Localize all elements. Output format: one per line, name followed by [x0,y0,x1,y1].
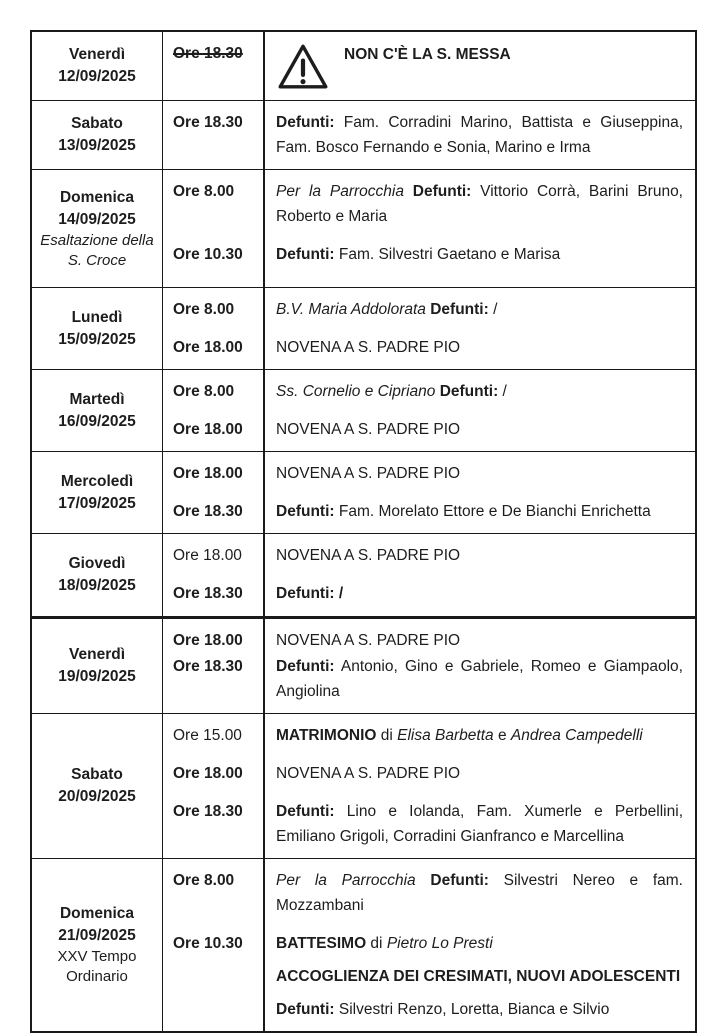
time-label: Ore 18.30 [173,45,243,62]
content-cell [263,581,695,606]
text-segment: MATRIMONIO [276,727,377,744]
time-label: Ore 8.00 [173,301,235,318]
entries-cell [163,101,695,169]
time-label: Ore 18.00 [173,765,243,782]
entries-cell [163,32,695,100]
text-segment: NOVENA A S. PADRE PIO [276,632,461,649]
entry-text [276,723,683,748]
text-segment: Fam. Morelato Ettore e De Bianchi Enrichetta [334,503,651,520]
text-segment: Silvestri Nereo e fam. Mozzambani [276,872,683,914]
content-cell [263,654,695,704]
content-cell [263,723,695,748]
schedule-entry [163,868,695,918]
schedule-entry [163,335,695,360]
text-segment: Defunti: [276,503,335,520]
time-label: Ore 15.00 [173,727,242,744]
time-cell [163,799,263,849]
entry-text [276,297,683,322]
content-cell [263,41,695,91]
time-label: Ore 10.30 [173,935,243,952]
time-label: Ore 8.00 [173,183,235,200]
entry-text [276,335,683,360]
time-cell [163,723,263,748]
time-label: Ore 18.30 [173,803,243,820]
content-cell [263,417,695,442]
entry-text-block [276,543,683,568]
entry-text-block [276,499,683,524]
entry-text [344,42,511,67]
schedule-table [30,30,697,1033]
table-row [32,32,695,100]
content-cell [263,379,695,404]
entry-text [276,628,683,653]
entry-text-block [276,110,683,160]
day-note: XXV Tempo Ordinario [57,948,137,985]
entry-text-block [276,461,683,486]
time-label: Ore 18.30 [173,658,243,675]
schedule-entry [163,931,695,1022]
content-cell [263,110,695,160]
text-segment: Defunti: [276,1001,335,1018]
text-segment: di [366,935,387,952]
text-segment: Defunti: [430,301,489,318]
entries-cell [163,370,695,451]
text-segment: Defunti: / [276,585,344,602]
schedule-entry [163,723,695,748]
day-label: 16/09/2025 [58,412,136,430]
text-segment: Defunti: [412,183,472,200]
content-cell [263,543,695,568]
entry-text-block [276,417,683,442]
schedule-entry [163,799,695,849]
entry-text [276,242,683,267]
schedule-entry [163,110,695,160]
text-segment: Silvestri Renzo, Loretta, Bianca e Silvio [334,1001,610,1018]
entry-text [276,761,683,786]
content-cell [263,499,695,524]
content-cell [263,335,695,360]
text-segment: NOVENA A S. PADRE PIO [276,339,461,356]
entry-text-block [276,761,683,786]
entry-text-block [276,335,683,360]
table-row [32,713,695,858]
day-label: Venerdì [69,646,125,663]
table-row [32,533,695,616]
schedule-entry [163,297,695,322]
day-label: Mercoledì [60,472,134,490]
schedule-entry [163,543,695,568]
schedule-entry [163,461,695,486]
schedule-entry [163,581,695,606]
text-segment: Antonio, Gino e Gabriele, Romeo e Giampaolo, Angiolina [276,658,683,700]
text-segment: NOVENA A S. PADRE PIO [276,547,461,564]
day-label: Lunedì [71,308,123,326]
entry-text [276,931,683,956]
content-cell [263,931,695,1022]
time-cell [163,543,263,568]
time-cell [163,499,263,524]
time-cell [163,41,263,91]
time-cell [163,417,263,442]
entry-text [276,461,683,486]
day-cell [32,101,163,169]
time-label: Ore 18.00 [173,421,243,438]
schedule-entry [163,417,695,442]
time-cell [163,461,263,486]
entry-text-block [344,41,511,67]
time-cell [163,761,263,786]
time-cell [163,931,263,1022]
content-cell [263,179,695,229]
entries-cell [163,288,695,369]
entry-text-block [276,242,683,267]
entry-text-block [276,379,683,404]
table-row [32,287,695,369]
day-label: Giovedì [68,555,126,572]
time-label: Ore 10.30 [173,246,243,263]
day-label: Sabato [71,115,123,132]
content-cell [263,242,695,267]
text-segment: Vittorio Corrà, Barini Bruno, Roberto e Maria [276,183,683,225]
text-segment: Fam. Silvestri Gaetano e Marisa [334,246,561,263]
time-label: Ore 18.30 [173,503,243,520]
text-segment: Ss. Cornelio e Cipriano [276,383,440,400]
day-cell [32,32,163,100]
day-label: Domenica [59,905,135,922]
schedule-entry [163,242,695,267]
text-segment: NOVENA A S. PADRE PIO [276,765,461,782]
schedule-entry [163,41,695,91]
entry-text [276,581,683,606]
table-row [32,369,695,451]
time-cell [163,297,263,322]
entry-text-block [276,654,683,704]
text-segment: di [376,727,398,744]
schedule-entry [163,628,695,653]
day-label: 20/09/2025 [58,788,136,805]
time-label: Ore 18.30 [173,585,243,602]
day-label: Domenica [59,188,135,206]
day-cell [32,619,163,713]
time-label: Ore 18.30 [173,114,243,131]
text-segment: Defunti: [430,872,489,889]
entry-text-block [276,297,683,322]
entry-text-block [276,931,683,1022]
entries-cell [163,859,695,1031]
time-label: Ore 18.00 [173,547,242,564]
schedule-entry [163,654,695,704]
entry-text-block [276,868,683,918]
entries-cell [163,170,695,287]
table-row [32,858,695,1031]
time-cell [163,335,263,360]
text-segment: Defunti: [439,383,499,400]
day-note: Esaltazione della S. Croce [40,231,154,269]
time-cell [163,654,263,704]
content-cell [263,628,695,653]
day-label: 15/09/2025 [58,330,136,348]
entry-text [276,499,683,524]
day-label: 17/09/2025 [58,494,136,512]
text-segment: Defunti: [276,803,335,820]
day-cell [32,714,163,858]
day-label: 12/09/2025 [58,68,136,85]
content-cell [263,799,695,849]
time-cell [163,179,263,229]
day-label: Martedì [69,390,125,408]
text-segment: Elisa Barbetta [397,727,494,744]
time-label: Ore 18.00 [173,339,243,356]
time-label: Ore 8.00 [173,872,235,889]
text-segment: NOVENA A S. PADRE PIO [276,421,461,438]
text-segment: Lino e Iolanda, Fam. Xumerle e Perbellini, Emiliano Grigoli, Corradini Gianfranco e Marcellina [276,803,683,845]
text-segment: Per la Parrocchia [276,872,431,889]
day-label: Venerdì [69,46,125,63]
entry-text [276,654,683,704]
text-segment: / [488,301,498,318]
day-cell [32,534,163,616]
content-cell [263,461,695,486]
day-label: 21/09/2025 [58,927,136,944]
entries-cell [163,452,695,533]
time-label: Ore 8.00 [173,383,235,400]
entry-text [276,997,683,1022]
day-cell [32,452,163,533]
time-label: Ore 18.00 [173,632,243,649]
entry-text-block [276,179,683,229]
text-segment: ACCOGLIENZA DEI CRESIMATI, NUOVI ADOLESCENTI [276,968,681,985]
text-segment: / [498,383,507,400]
time-label: Ore 18.00 [173,465,243,482]
text-segment: Pietro Lo Presti [386,935,493,952]
entry-text [276,543,683,568]
content-cell [263,297,695,322]
time-cell [163,379,263,404]
time-cell [163,242,263,267]
warning-triangle-icon [276,42,330,91]
day-label: 13/09/2025 [58,137,136,154]
schedule-entry [163,761,695,786]
content-cell [263,868,695,918]
schedule-entry [163,379,695,404]
time-cell [163,868,263,918]
entry-text [276,110,683,160]
text-segment: BATTESIMO [276,935,367,952]
text-segment: Defunti: [276,246,335,263]
entry-text-block [276,628,683,653]
text-segment: Per la Parrocchia [276,183,413,200]
entry-text [276,417,683,442]
entry-text-block [276,799,683,849]
schedule-entry [163,499,695,524]
day-cell [32,859,163,1031]
day-cell [32,170,163,287]
day-cell [32,288,163,369]
text-segment: Andrea Campedelli [510,727,643,744]
entries-cell [163,619,695,713]
table-row [32,616,695,713]
entry-text [276,799,683,849]
text-segment: NOVENA A S. PADRE PIO [276,465,461,482]
time-cell [163,628,263,653]
entries-cell [163,714,695,858]
text-segment: e [493,727,511,744]
entry-text [276,868,683,918]
text-segment: Defunti: [276,114,335,131]
day-cell [32,370,163,451]
entries-cell [163,534,695,616]
day-label: 14/09/2025 [58,210,136,228]
day-label: 18/09/2025 [58,577,136,594]
entry-text [276,964,683,989]
text-segment: Fam. Corradini Marino, Battista e Giuseppina, Fam. Bosco Fernando e Sonia, Marino e Irma [276,114,683,156]
time-cell [163,581,263,606]
entry-text [276,379,683,404]
table-row [32,100,695,169]
day-label: 19/09/2025 [58,668,136,685]
entry-text-block [276,581,683,606]
text-segment: B.V. Maria Addolorata [276,301,431,318]
table-row [32,169,695,287]
day-label: Sabato [71,766,123,783]
text-segment: NON C'È LA S. MESSA [344,46,511,63]
entry-text [276,179,683,229]
schedule-entry [163,179,695,229]
time-cell [163,110,263,160]
entry-text-block [276,723,683,748]
content-cell [263,761,695,786]
text-segment: Defunti: [276,658,335,675]
table-row [32,451,695,533]
